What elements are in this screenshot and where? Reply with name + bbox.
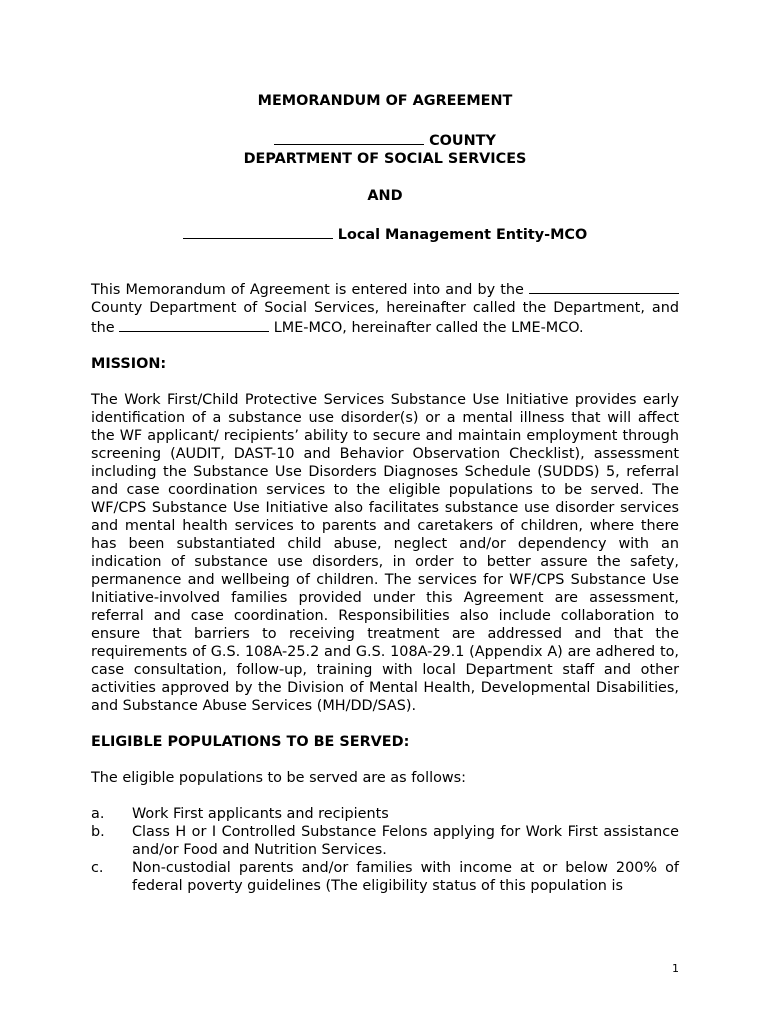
intro-lme-blank [119, 317, 269, 332]
list-marker: c. [91, 860, 104, 876]
list-item-text: Class H or I Controlled Substance Felons applying for Work First assistance and/or Food and Nutrition Services. [132, 824, 679, 858]
and-label: AND [367, 188, 403, 204]
intro-part1: This Memorandum of Agreement is entered into and by the [91, 282, 524, 298]
mission-heading: MISSION: [91, 356, 167, 372]
list-item [91, 823, 679, 859]
list-item [91, 859, 679, 895]
eligible-heading: ELIGIBLE POPULATIONS TO BE SERVED: [91, 734, 410, 750]
lme-line [91, 224, 679, 244]
eligible-list [91, 805, 679, 895]
document-title: MEMORANDUM OF AGREEMENT [257, 93, 513, 109]
list-item-text: Non-custodial parents and/or families with income at or below 200% of federal poverty guidelines (The eligibility status of this population is [132, 860, 679, 894]
intro-county-blank [529, 279, 679, 294]
intro-paragraph [91, 279, 679, 337]
lme-label: Local Management Entity-MCO [337, 227, 588, 243]
county-name-blank [274, 130, 424, 145]
eligible-intro: The eligible populations to be served are as follows: [91, 770, 466, 786]
county-label: COUNTY [429, 133, 496, 149]
document-page [91, 92, 679, 895]
lme-name-blank [183, 224, 333, 239]
list-marker: b. [91, 824, 105, 840]
list-marker: a. [91, 806, 105, 822]
list-item [91, 805, 679, 823]
intro-part2: County Department of Social Services, hereinafter called the Department, and the [91, 300, 679, 336]
mission-paragraph: The Work First/Child Protective Services Substance Use Initiative provides early identification of a substance use disorder(s) or a mental illness that will affect the WF applicant/ recipients’ ability to secure and maintain employment through screening (AUDIT, DAST-10 and Behavior Observation Checklist), assessment including the Substance Use Disorders Diagnoses Schedule (SUDDS) 5, referral and case coordination services to the eligible populations to be served. The WF/CPS Substance Use Initiative also facilitates substance use disorder services and mental health services to parents and caretakers of children, where there has been substantiated child abuse, neglect and/or dependency with an indication of substance use disorders, in order to better assure the safety, permanence and wellbeing of children. The services for WF/CPS Substance Use Initiative-involved families provided under this Agreement are assessment, referral and case coordination. Responsibilities also include collaboration to ensure that barriers to receiving treatment are addressed and that the requirements of G.S. 108A-25.2 and G.S. 108A-29.1 (Appendix A) are adhered to, case consultation, follow-up, training with local Department staff and other activities approved by the Division of Mental Health, Developmental Disabilities, and Substance Abuse Services (MH/DD/SAS). [91, 392, 679, 714]
page-number: 1 [672, 962, 679, 975]
list-item-text: Work First applicants and recipients [132, 806, 389, 822]
department-label: DEPARTMENT OF SOCIAL SERVICES [243, 151, 527, 167]
intro-part3: LME-MCO, hereinafter called the LME-MCO. [273, 320, 584, 336]
county-line [91, 130, 679, 150]
